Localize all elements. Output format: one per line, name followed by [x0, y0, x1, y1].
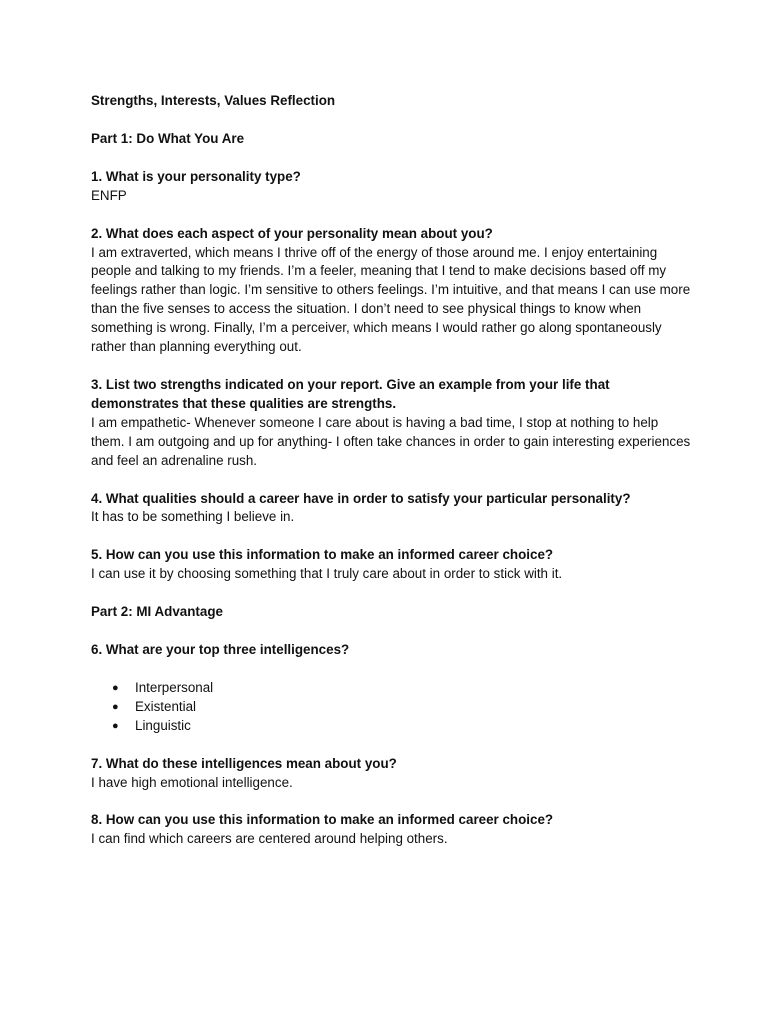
- intelligence-label: Interpersonal: [135, 679, 214, 695]
- part-2-heading: Part 2: MI Advantage: [91, 604, 223, 620]
- question-4: 4. What qualities should a career have in order to satisfy your particular personality?: [91, 490, 631, 506]
- answer-8: I can find which careers are centered around helping others.: [91, 831, 448, 847]
- question-6: 6. What are your top three intelligences?: [91, 642, 350, 658]
- intelligences-list: [91, 679, 691, 736]
- list-item: [91, 698, 691, 717]
- answer-1: ENFP: [91, 187, 127, 203]
- question-7: 7. What do these intelligences mean about you?: [91, 755, 397, 771]
- question-3: 3. List two strengths indicated on your report. Give an example from your life that demonstrates that these qualities are strengths.: [91, 376, 610, 411]
- intelligence-label: Existential: [135, 698, 197, 714]
- answer-7: I have high emotional intelligence.: [91, 774, 293, 790]
- question-8: 8. How can you use this information to make an informed career choice?: [91, 812, 554, 828]
- list-item: [91, 717, 691, 736]
- list-item: [91, 679, 691, 698]
- question-5: 5. How can you use this information to make an informed career choice?: [91, 547, 554, 563]
- question-block-1: [91, 168, 691, 206]
- answer-5: I can use it by choosing something that I truly care about in order to stick with it.: [91, 566, 563, 582]
- document-page: [91, 92, 691, 868]
- part-1-heading: Part 1: Do What You Are: [91, 130, 245, 146]
- document-title: Strengths, Interests, Values Reflection: [91, 93, 336, 108]
- question-1: 1. What is your personality type?: [91, 168, 301, 184]
- answer-2: I am extraverted, which means I thrive off of the energy of those around me. I enjoy entertaining people and talking to my friends. I’m a feeler, meaning that I tend to make decisions based off my feelings rather than logic. I’m sensitive to others feelings. I’m intuitive, and that means I can use more than the five senses to access the situation. I don’t need to see physical things to know when something is wrong. Finally, I’m a perceiver, which means I would rather go along spontaneously rather than planning everything out.: [91, 244, 691, 355]
- question-block-5: [91, 546, 691, 584]
- question-block-8: [91, 811, 691, 849]
- answer-4: It has to be something I believe in.: [91, 509, 295, 525]
- question-block-4: [91, 490, 691, 528]
- answer-3: I am empathetic- Whenever someone I care about is having a bad time, I stop at nothing to help them. I am outgoing and up for anything- I often take chances in order to gain interesting experiences and feel an adrenaline rush.: [91, 414, 691, 468]
- bullet-icon: ●: [112, 681, 119, 694]
- bullet-icon: ●: [112, 719, 119, 732]
- question-block-6: [91, 641, 691, 660]
- intelligence-label: Linguistic: [135, 717, 191, 733]
- question-block-7: [91, 755, 691, 793]
- question-2: 2. What does each aspect of your personality mean about you?: [91, 225, 493, 241]
- question-block-3: [91, 376, 691, 471]
- question-block-2: [91, 225, 691, 357]
- bullet-icon: ●: [112, 700, 119, 713]
